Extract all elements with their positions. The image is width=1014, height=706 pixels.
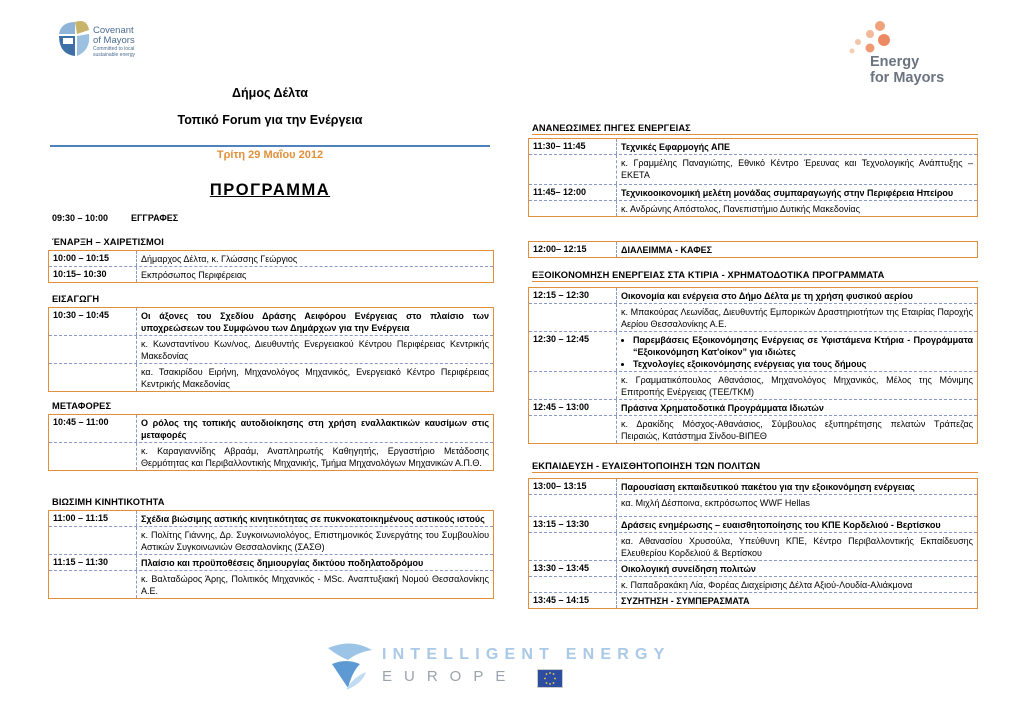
talk-title-cell: Ο ρόλος της τοπικής αυτοδιοίκησης στη χρήση εναλλακτικών καυσίμων στις μεταφορές <box>141 418 489 440</box>
section-title: ΜΕΤΑΦΟΡΕΣ <box>52 401 112 411</box>
header-rule <box>50 145 490 147</box>
table-row <box>49 571 493 598</box>
covenant-line-3: Committed to local <box>93 46 135 52</box>
section-title: ΑΝΑΝΕΩΣΙΜΕΣ ΠΗΓΕΣ ΕΝΕΡΓΕΙΑΣ <box>532 123 978 135</box>
table-row <box>49 527 493 555</box>
time-cell: 12:30 – 12:45 <box>529 332 617 371</box>
e4m-line-1: Energy <box>870 54 920 70</box>
table-row <box>529 332 977 372</box>
speaker-cell: κ. Μπακούρας Λεωνίδας, Διευθυντής Εμπορικών Δραστηριοτήτων της Εταιρίας Παροχής Αερίου Θεσσαλονίκης Α.Ε. <box>621 307 973 329</box>
table-row <box>49 267 493 282</box>
table-row <box>529 577 977 593</box>
time-cell <box>49 336 137 363</box>
section-title: ΕΙΣΑΓΩΓΗ <box>52 294 100 304</box>
covenant-emblem-icon <box>55 16 93 60</box>
section-box-education <box>528 478 978 609</box>
talk-title-cell: ΣΥΖΗΤΗΣΗ - ΣΥΜΠΕΡΑΣΜΑΤΑ <box>621 596 750 606</box>
talk-title-cell: Δράσεις ενημέρωσης – ευαισθητοποίησης του ΚΠΕ Κορδελιού - Βερτίσκου <box>621 520 941 530</box>
time-cell <box>529 372 617 399</box>
time-cell <box>529 533 617 560</box>
covenant-line-2: of Mayors <box>93 35 135 46</box>
table-row <box>529 593 977 608</box>
table-row <box>49 415 493 443</box>
section-box-transport <box>48 414 494 471</box>
time-cell <box>49 527 137 554</box>
table-row <box>529 201 977 216</box>
program-heading: ΠΡΟΓΡΑΜΜΑ <box>209 181 331 199</box>
section-title: ΕΚΠΑΙΔΕΥΣΗ - ΕΥΑΙΣΘΗΤΟΠΟΙΗΣΗ ΤΩΝ ΠΟΛΙΤΩΝ <box>532 461 978 473</box>
speaker-cell: κα. Αθανασίου Χρυσούλα, Υπεύθυνη ΚΠΕ, Κέντρο Περιβαλλοντικής Εκπαίδευσης Ελευθερίου Κορδελιού & Βερτίσκου <box>621 536 973 558</box>
time-cell <box>49 364 137 391</box>
time-cell <box>529 495 617 516</box>
time-cell <box>529 155 617 184</box>
section-box-buildings <box>528 287 978 444</box>
registration-time: 09:30 – 10:00 <box>52 213 109 223</box>
time-cell: 11:15 – 11:30 <box>49 555 137 570</box>
time-cell: 11:45– 12:00 <box>529 185 617 200</box>
time-cell <box>49 443 137 470</box>
time-cell: 11:00 – 11:15 <box>49 511 137 526</box>
talk-title-cell: Οικονομία και ενέργεια στο Δήμο Δέλτα με τη χρήση φυσικού αερίου <box>621 291 913 301</box>
speaker-cell: κ. Δρακίδης Μόσχος-Αθανάσιος, Σύμβουλος εξυπηρέτησης πελατών Τράπεζας Πειραιώς, Κατάστημα Σίνδου-ΒΙΠΕΘ <box>621 419 973 441</box>
table-row <box>49 555 493 571</box>
time-cell: 13:30 – 13:45 <box>529 561 617 576</box>
time-cell: 10:15– 10:30 <box>49 267 137 282</box>
section-box-opening <box>48 250 494 283</box>
speaker-cell: κα. Τσακιρίδου Ειρήνη, Μηχανολόγος Μηχανικός, Ενεργειακό Κέντρο Περιφέρειας Κεντρικής Μακεδονίας <box>141 367 489 389</box>
e4m-line-2: for Mayors <box>870 70 945 86</box>
talk-title-cell: Οι άξονες του Σχεδίου Δράσης Αειφόρου Ενέργειας στο πλαίσιο των υποχρεώσεων του Συμφώνου των Δημάρχων για την Ενέργεια <box>141 311 489 333</box>
speaker-cell: Δήμαρχος Δέλτα, κ. Γλώσσης Γεώργιος <box>141 254 298 264</box>
iee-line-1: INTELLIGENT ENERGY <box>382 646 671 663</box>
talk-bullets-cell <box>617 332 977 371</box>
bullet-item: • Τεχνολογίες εξοικονόμησης ενέργειας για τους δήμους <box>633 358 973 370</box>
section-box-break <box>528 241 978 258</box>
talk-title-cell: Σχέδια βιώσιμης αστικής κινητικότητας σε πυκνοκατοικημένους αστικούς ιστούς <box>141 514 485 524</box>
table-row <box>529 139 977 155</box>
table-row <box>529 372 977 400</box>
table-row <box>529 479 977 495</box>
section-title: ΒΙΩΣΙΜΗ ΚΙΝΗΤΙΚΟΤΗΤΑ <box>52 497 165 507</box>
intelligent-energy-europe-logo <box>322 638 702 698</box>
event-date: Τρίτη 29 Μαΐου 2012 <box>216 149 324 161</box>
bullet-item: • Παρεμβάσεις Εξοικονόμησης Ενέργειας σε Υφιστάμενα Κτήρια - Προγράμματα “Εξοικονόμηση Κατ'οίκον” για ιδιώτες <box>633 334 973 358</box>
time-cell <box>529 201 617 216</box>
covenant-line-1: Covenant <box>93 25 134 36</box>
talk-title-cell: Πράσινα Χρηματοδοτικά Προγράμματα Ιδιωτών <box>621 403 824 413</box>
time-cell <box>529 416 617 443</box>
talk-title-cell: Πλαίσιο και προϋποθέσεις δημιουργίας δικτύου ποδηλατοδρόμου <box>141 558 424 568</box>
section-title: ΕΞΟΙΚΟΝΟΜΗΣΗ ΕΝΕΡΓΕΙΑΣ ΣΤΑ ΚΤΙΡΙΑ - ΧΡΗΜΑΤΟΔΟΤΙΚΑ ΠΡΟΓΡΑΜΜΑΤΑ <box>532 270 978 282</box>
speaker-cell: κ. Βαλταδώρος Άρης, Πολιτικός Μηχανικός - MSc. Αναπτυξιακή Νομού Θεσσαλονίκης Α.Ε. <box>141 574 489 596</box>
table-row <box>529 242 977 257</box>
time-cell: 10:00 – 10:15 <box>49 251 137 266</box>
table-row <box>529 155 977 185</box>
speaker-cell: κα. Μιχλή Δέσποινα, εκπρόσωπος WWF Hellas <box>621 498 810 508</box>
table-row <box>529 517 977 533</box>
time-cell: 13:15 – 13:30 <box>529 517 617 532</box>
bullet-list <box>621 334 973 370</box>
time-cell: 10:30 – 10:45 <box>49 308 137 335</box>
speaker-cell: κ. Κωνσταντίνου Κων/νος, Διευθυντής Ενεργειακού Κέντρου Περιφέρειας Κεντρικής Μακεδονίας <box>141 339 489 361</box>
time-cell: 13:45 – 14:15 <box>529 593 617 608</box>
time-cell: 12:45 – 13:00 <box>529 400 617 415</box>
section-title: ΈΝΑΡΞΗ – ΧΑΙΡΕΤΙΣΜΟΙ <box>52 237 164 247</box>
time-cell: 11:30– 11:45 <box>529 139 617 154</box>
section-box-intro <box>48 307 494 392</box>
table-row <box>529 400 977 416</box>
table-row <box>49 364 493 391</box>
speaker-cell: κ. Καραγιαννίδης Αβραάμ, Αναπληρωτής Καθηγητής, Εργαστήριο Μετάδοσης Θερμότητας και Περιβαλλοντικής Μηχανικής, Τμήμα Μηχανολόγων Μηχανικών Α.Π.Θ. <box>141 446 489 468</box>
time-cell <box>49 571 137 598</box>
time-cell <box>529 577 617 592</box>
section-box-renewables <box>528 138 978 217</box>
talk-title-cell: Τεχνικοοικονομική μελέτη μονάδας συμπαραγωγής στην Περιφέρεια Ηπείρου <box>621 188 954 198</box>
speaker-cell: κ. Ανδρώνης Απόστολος, Πανεπιστήμιο Δυτικής Μακεδονίας <box>621 204 860 214</box>
table-row <box>49 336 493 364</box>
time-cell <box>529 304 617 331</box>
table-row <box>529 416 977 443</box>
covenant-of-mayors-logo <box>55 16 165 66</box>
speaker-cell: κ. Παπαδρακάκη Λία, Φορέας Διαχείρισης Δέλτα Αξιού-Λουδία-Αλιάκμονα <box>621 580 913 590</box>
talk-title-cell: Παρουσίαση εκπαιδευτικού πακέτου για την εξοικονόμηση ενέργειας <box>621 482 915 492</box>
talk-title-cell: Οικολογική συνείδηση πολιτών <box>621 564 756 574</box>
registration-label: ΕΓΓΡΑΦΕΣ <box>131 213 179 223</box>
energy-for-mayors-logo <box>838 20 948 90</box>
covenant-line-4: sustainable energy <box>93 52 135 58</box>
eu-flag-icon <box>537 669 563 688</box>
table-row <box>529 533 977 561</box>
table-row <box>529 304 977 332</box>
talk-title-cell: Τεχνικές Εφαρμογής ΑΠΕ <box>621 142 730 152</box>
table-row <box>529 495 977 517</box>
energy-dots-icon <box>844 20 894 56</box>
event-title: Τοπικό Forum για την Ενέργεια <box>177 113 363 127</box>
time-cell: 13:00– 13:15 <box>529 479 617 494</box>
speaker-cell: κ. Γραμματικόπουλος Αθανάσιος, Μηχανολόγος Μηχανικός, Μέλος της Μόνιμης Επιτροπής Ενέργειας (ΤΕΕ/ΤΚΜ) <box>621 375 973 397</box>
table-row <box>49 251 493 267</box>
speaker-cell: κ. Γραμμέλης Παναγιώτης, Εθνικό Κέντρο Έρευνας και Τεχνολογικής Ανάπτυξης – ΕΚΕΤΑ <box>621 158 973 180</box>
speaker-cell: Εκπρόσωπος Περιφέρειας <box>141 270 247 280</box>
table-row <box>49 308 493 336</box>
table-row <box>529 288 977 304</box>
section-box-mobility <box>48 510 494 599</box>
org-name: Δήμος Δέλτα <box>232 86 308 100</box>
time-cell: 12:15 – 12:30 <box>529 288 617 303</box>
table-row <box>49 443 493 470</box>
time-cell: 12:00– 12:15 <box>529 242 617 257</box>
time-cell: 10:45 – 11:00 <box>49 415 137 442</box>
table-row <box>529 561 977 577</box>
table-row <box>49 511 493 527</box>
speaker-cell: κ. Πολίτης Γιάννης, Δρ. Συγκοινωνιολόγος, Επιστημονικός Συνεργάτης του Συμβουλίου Αστικών Συγκοινωνιών Θεσσαλονίκης (ΣΑΣΘ) <box>141 530 489 552</box>
table-row <box>529 185 977 201</box>
break-cell: ΔΙΑΛΕΙΜΜΑ - ΚΑΦΕΣ <box>621 245 713 255</box>
iee-swirl-icon <box>322 638 378 694</box>
iee-line-2: EUROPE <box>382 668 518 685</box>
